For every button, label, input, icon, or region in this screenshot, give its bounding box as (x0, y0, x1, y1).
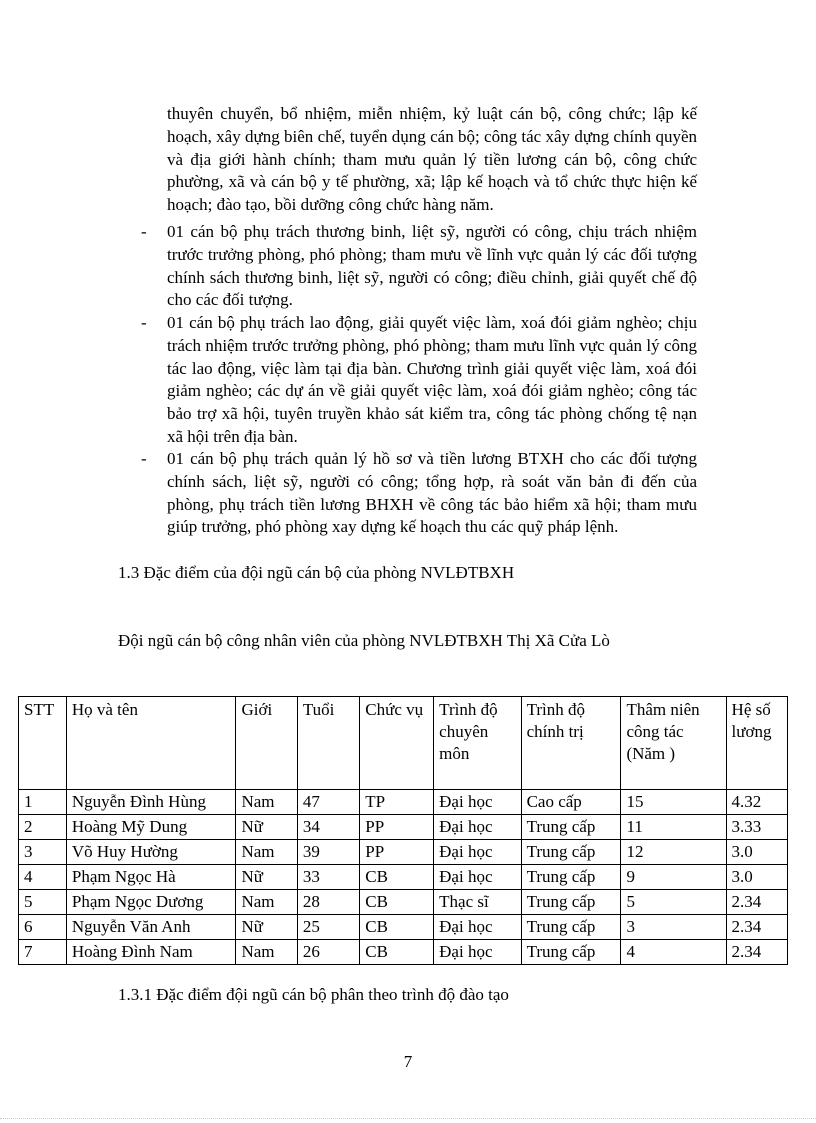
cell-political-level: Trung cấp (521, 915, 621, 940)
cell-professional-level: Đại học (434, 790, 521, 815)
subsection-heading: 1.3.1 Đặc điểm đội ngũ cán bộ phân theo trình độ đào tạo (118, 985, 509, 1004)
bullet-marker: - (141, 222, 147, 241)
cell-position: CB (360, 865, 434, 890)
cell-stt: 2 (19, 815, 67, 840)
cell-age: 26 (297, 940, 359, 965)
cell-seniority: 9 (621, 865, 726, 890)
cell-name: Võ Huy Hường (66, 840, 236, 865)
cell-professional-level: Thạc sĩ (434, 890, 521, 915)
cell-seniority: 15 (621, 790, 726, 815)
table-row (19, 815, 788, 840)
header-professional-level: Trình độ chuyên môn (434, 697, 521, 790)
table-row (19, 890, 788, 915)
cell-salary-coefficient: 2.34 (726, 915, 787, 940)
header-gender: Giới (236, 697, 297, 790)
cell-salary-coefficient: 3.0 (726, 865, 787, 890)
cell-stt: 1 (19, 790, 67, 815)
cell-gender: Nam (236, 790, 297, 815)
cell-position: PP (360, 815, 434, 840)
cell-position: CB (360, 890, 434, 915)
cell-seniority: 12 (621, 840, 726, 865)
table-caption: Đội ngũ cán bộ công nhân viên của phòng NVLĐTBXH Thị Xã Cửa Lò (118, 631, 610, 650)
cell-salary-coefficient: 3.0 (726, 840, 787, 865)
cell-gender: Nam (236, 840, 297, 865)
page-number: 7 (403, 1052, 413, 1071)
cell-gender: Nữ (236, 815, 297, 840)
cell-age: 47 (297, 790, 359, 815)
header-salary-coefficient: Hệ số lương (726, 697, 787, 790)
cell-position: CB (360, 915, 434, 940)
cell-political-level: Trung cấp (521, 840, 621, 865)
bullet-text: 01 cán bộ phụ trách lao động, giải quyết việc làm, xoá đói giảm nghèo; chịu trách nhiệm trước trưởng phòng, phó phòng; tham mưu lĩnh vực quản lý công tác lao động, việc làm tại địa bàn. Chương trình giải quyết việc làm, xoá đói giảm nghèo; các dự án về giải quyết việc làm, xoá đói giảm nghèo; công tác bảo trợ xã hội, tuyên truyền khảo sát kiểm tra, công tác phòng chống tệ nạn xã hội trên địa bàn. (167, 313, 697, 446)
header-stt: STT (19, 697, 67, 790)
cell-professional-level: Đại học (434, 815, 521, 840)
cell-position: TP (360, 790, 434, 815)
cell-stt: 6 (19, 915, 67, 940)
table-row (19, 865, 788, 890)
table-row (19, 840, 788, 865)
cell-salary-coefficient: 2.34 (726, 890, 787, 915)
cell-name: Phạm Ngọc Hà (66, 865, 236, 890)
cell-seniority: 5 (621, 890, 726, 915)
cell-stt: 4 (19, 865, 67, 890)
cell-seniority: 4 (621, 940, 726, 965)
cell-name: Nguyễn Văn Anh (66, 915, 236, 940)
header-position: Chức vụ (360, 697, 434, 790)
bullet-marker: - (141, 449, 147, 468)
cell-salary-coefficient: 4.32 (726, 790, 787, 815)
cell-political-level: Trung cấp (521, 865, 621, 890)
header-seniority: Thâm niên công tác (Năm ) (621, 697, 726, 790)
header-name: Họ và tên (66, 697, 236, 790)
header-political-level: Trình độ chính trị (521, 697, 621, 790)
cell-professional-level: Đại học (434, 865, 521, 890)
header-age: Tuổi (297, 697, 359, 790)
cell-political-level: Trung cấp (521, 940, 621, 965)
cell-gender: Nam (236, 940, 297, 965)
staff-table (18, 696, 788, 965)
cell-salary-coefficient: 3.33 (726, 815, 787, 840)
cell-gender: Nữ (236, 915, 297, 940)
bullet-text: 01 cán bộ phụ trách quản lý hồ sơ và tiền lương BTXH cho các đối tượng chính sách, liệt sỹ, người có công; tổng hợp, rà soát văn bản đi đến của phòng, phụ trách tiền lương BHXH về công tác bảo hiểm xã hội; tham mưu giúp trưởng, phó phòng xay dựng kế hoạch thu các quỹ pháp lệnh. (167, 449, 697, 537)
cell-professional-level: Đại học (434, 940, 521, 965)
cell-stt: 7 (19, 940, 67, 965)
bullet-text: 01 cán bộ phụ trách thương binh, liệt sỹ, người có công, chịu trách nhiệm trước trưởng phòng, phó phòng; tham mưu về lĩnh vực quản lý các đối tượng chính sách thương binh, liệt sỹ, người có công; điều chỉnh, giải quyết chế độ cho các đối tượng. (167, 222, 697, 310)
cell-position: PP (360, 840, 434, 865)
bullet-item-2 (141, 312, 697, 449)
cell-age: 28 (297, 890, 359, 915)
table-row (19, 790, 788, 815)
cell-political-level: Trung cấp (521, 815, 621, 840)
cell-age: 25 (297, 915, 359, 940)
cell-stt: 3 (19, 840, 67, 865)
cell-seniority: 11 (621, 815, 726, 840)
cell-seniority: 3 (621, 915, 726, 940)
cell-age: 33 (297, 865, 359, 890)
cell-stt: 5 (19, 890, 67, 915)
cell-age: 39 (297, 840, 359, 865)
cell-professional-level: Đại học (434, 840, 521, 865)
cell-gender: Nữ (236, 865, 297, 890)
continuation-paragraph: thuyên chuyển, bổ nhiệm, miễn nhiệm, kỷ luật cán bộ, công chức; lập kế hoạch, xây dựng biên chế, tuyển dụng cán bộ; công tác xây dựng chính quyền và địa giới hành chính; tham mưu quản lý tiền lương cán bộ, công chức phường, xã và cán bộ y tế phường, xã; lập kế hoạch và tổ chức thực hiện kế hoạch; đào tạo, bồi dưỡng công chức hàng năm. (167, 104, 697, 215)
cell-position: CB (360, 940, 434, 965)
section-heading: 1.3 Đặc điểm của đội ngũ cán bộ của phòng NVLĐTBXH (118, 563, 515, 582)
cell-professional-level: Đại học (434, 915, 521, 940)
bullet-marker: - (141, 313, 147, 332)
bullet-item-3 (141, 448, 697, 539)
cell-political-level: Trung cấp (521, 890, 621, 915)
cell-name: Hoàng Đình Nam (66, 940, 236, 965)
cell-salary-coefficient: 2.34 (726, 940, 787, 965)
cell-political-level: Cao cấp (521, 790, 621, 815)
page-bottom-divider (0, 1118, 816, 1119)
cell-gender: Nam (236, 890, 297, 915)
bullet-item-1 (141, 221, 697, 312)
cell-name: Phạm Ngọc Dương (66, 890, 236, 915)
table-header-row (19, 697, 788, 790)
cell-name: Nguyễn Đình Hùng (66, 790, 236, 815)
table-row (19, 940, 788, 965)
table-row (19, 915, 788, 940)
cell-age: 34 (297, 815, 359, 840)
cell-name: Hoàng Mỹ Dung (66, 815, 236, 840)
